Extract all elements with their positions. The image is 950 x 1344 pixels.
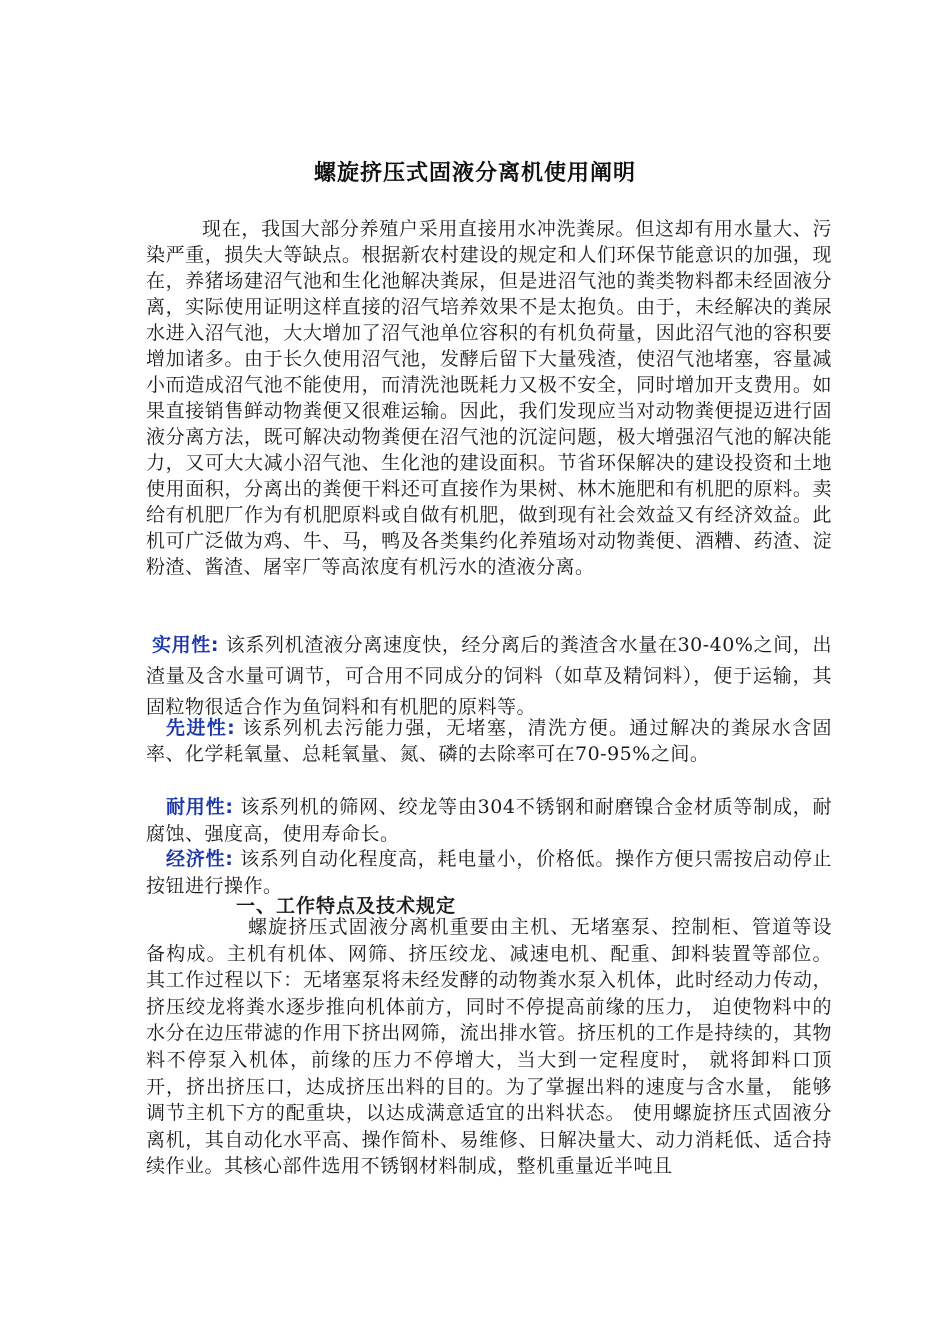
feature-label: 实用性:: [152, 634, 220, 656]
feature-text: 该系列机的筛网、绞龙等由304不锈钢和耐磨镍合金材质等制成，耐腐蚀、强度高，使用寿命长。: [146, 796, 832, 845]
feature-label: 经济性:: [166, 848, 234, 870]
feature-text: 该系列机渣液分离速度快，经分离后的粪渣含水量在30-40%之间，出渣量及含水量可调节，可合用不同成分的饲料（如草及精饲料），便于运输，其固粒物很适合作为鱼饲料和有机肥的原料等。: [146, 634, 832, 718]
feature-text: 该系列自动化程度高，耗电量小，价格低。操作方便只需按启动停止按钮进行操作。: [146, 848, 832, 897]
feature-practicality: [146, 630, 832, 723]
feature-durability: [146, 794, 832, 848]
feature-label: 先进性:: [166, 717, 236, 739]
intro-paragraph: 现在，我国大部分养殖户采用直接用水冲洗粪尿。但这却有用水量大、污染严重，损失大等缺点。根据新农村建设的规定和人们环保节能意识的加强，现在，养猪场建沼气池和生化池解决粪尿，但是进沼气池的粪类物料都未经固液分离，实际使用证明这样直接的沼气培养效果不是太抱负。由于，未经解决的粪尿水进入沼气池，大大增加了沼气池单位容积的有机负荷量，因此沼气池的容积要增加诸多。由于长久使用沼气池，发酵后留下大量残渣，使沼气池堵塞，容量减小而造成沼气池不能使用，而清洗池既耗力又极不安全，同时增加开支费用。如果直接销售鲜动物粪便又很难运输。因此，我们发现应当对动物粪便提迈进行固液分离方法，既可解决动物粪便在沼气池的沉淀问题，极大增强沼气池的解决能力，又可大大减小沼气池、生化池的建设面积。节省环保解决的建设投资和土地使用面积，分离出的粪便干料还可直接作为果树、林木施肥和有机肥的原料。卖给有机肥厂作为有机肥原料或自做有机肥，做到现有社会效益又有经济效益。此机可广泛做为鸡、牛、马，鸭及各类集约化养殖场对动物粪便、酒糟、药渣、淀粉渣、酱渣、屠宰厂等高浓度有机污水的渣液分离。: [146, 218, 832, 578]
section-heading: 一、工作特点及技术规定: [236, 895, 457, 917]
section-body-paragraph: 螺旋挤压式固液分离机重要由主机、无堵塞泵、控制柜、管道等设备构成。主机有机体、网筛、挤压绞龙、减速电机、配重、卸料装置等部位。 其工作过程以下：无堵塞泵将未经发酵的动物粪水泵入机体，此时经动力传动， 挤压绞龙将粪水逐步推向机体前方，同时不停提高前缘的压力， 迫使物料中的水分在边压带滤的作用下挤出网筛，流出排水管。挤压机的工作是持续的，其物料不停泵入机体，前缘的压力不停增大，当大到一定程度时， 就将卸料口顶开，挤出挤压口，达成挤压出料的目的。为了掌握出料的速度与含水量， 能够调节主机下方的配重块，以达成满意适宜的出料状态。 使用螺旋挤压式固液分离机，其自动化水平高、操作简朴、易维修、日解决量大、动力消耗低、适合持续作业。其核心部件选用不锈钢材料制成，整机重量近半吨且: [146, 916, 832, 1178]
feature-label: 耐用性:: [166, 796, 234, 818]
feature-advancement: [146, 715, 832, 767]
document-title: 螺旋挤压式固液分离机使用阐明: [313, 160, 636, 186]
feature-text: 该系列机去污能力强，无堵塞，清洗方便。通过解决的粪尿水含固率、化学耗氧量、总耗氧量、氮、磷的去除率可在70-95%之间。: [146, 717, 832, 765]
